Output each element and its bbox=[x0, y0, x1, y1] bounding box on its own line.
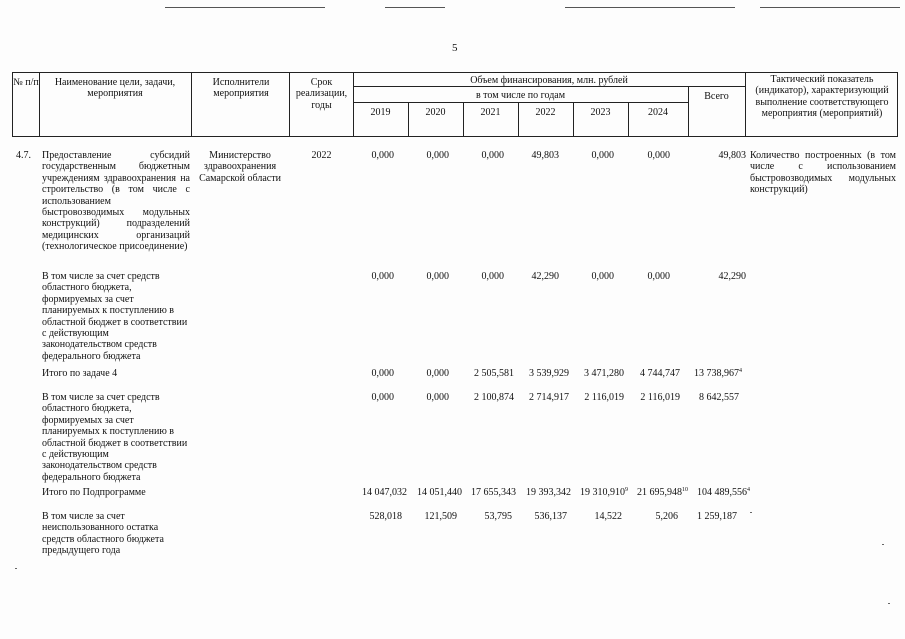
value-total: 8 642,557 bbox=[699, 392, 739, 403]
row-number: 4.7. bbox=[16, 150, 31, 161]
page-number: 5 bbox=[452, 42, 458, 54]
value-2023 bbox=[580, 487, 628, 498]
value-2019: 0,000 bbox=[371, 368, 394, 379]
scan-speck bbox=[882, 544, 884, 545]
col-line bbox=[897, 72, 898, 137]
header-year: 2021 bbox=[480, 107, 501, 118]
header-executors: Исполнители мероприятия bbox=[212, 77, 270, 100]
value-2024: 2 116,019 bbox=[640, 392, 680, 403]
value-total bbox=[694, 368, 742, 379]
value-2024: 0,000 bbox=[647, 271, 670, 282]
value-2019: 528,018 bbox=[369, 511, 402, 522]
header-year: 2023 bbox=[590, 107, 611, 118]
value-total: 1 259,187 bbox=[697, 511, 737, 522]
row-name: Итого по задаче 4 bbox=[42, 368, 118, 379]
header-divider bbox=[353, 102, 688, 103]
col-line bbox=[191, 72, 192, 137]
value-2020: 0,000 bbox=[426, 150, 449, 161]
header-num: № п/п bbox=[13, 77, 39, 88]
scan-speck bbox=[750, 512, 752, 513]
header-year: 2019 bbox=[370, 107, 391, 118]
scan-speck bbox=[888, 603, 890, 604]
row-name: Итого по Подпрограмме bbox=[42, 487, 146, 498]
value-2023: 0,000 bbox=[591, 271, 614, 282]
value-total-text: 104 489,556 bbox=[697, 487, 747, 498]
header-year: 2022 bbox=[535, 107, 556, 118]
value-2021: 53,795 bbox=[484, 511, 512, 522]
col-line bbox=[745, 72, 746, 137]
header-by-year: в том числе по годам bbox=[475, 90, 566, 101]
row-indicator: Количество построенных (в том числе с использованием быстровозводимых модульных конструкций) bbox=[750, 150, 896, 196]
value-2021: 17 655,343 bbox=[471, 487, 516, 498]
header-total: Всего bbox=[704, 91, 729, 102]
value-2019: 0,000 bbox=[371, 150, 394, 161]
value-2023: 2 116,019 bbox=[584, 392, 624, 403]
value-total: 42,290 bbox=[718, 271, 746, 282]
top-edge-line bbox=[385, 7, 445, 8]
value-2021: 0,000 bbox=[481, 150, 504, 161]
value-2022: 2 714,917 bbox=[529, 392, 569, 403]
table-border-top bbox=[12, 72, 898, 73]
header-term: Срок реализации, годы bbox=[295, 77, 348, 111]
row-name: Предоставление субсидий государственным бюджетным учреждениям здравоохранения на строительство (в том числе с использованием быстровозводимых модульных конструкций) подразделений медицинских организаций (технологическое присоединение) bbox=[42, 150, 190, 253]
top-edge-line bbox=[165, 7, 325, 8]
top-edge-line bbox=[565, 7, 735, 8]
value-2020: 0,000 bbox=[426, 368, 449, 379]
header-year: 2024 bbox=[648, 107, 668, 118]
value-2019: 14 047,032 bbox=[362, 487, 407, 498]
value-2021: 2 100,874 bbox=[474, 392, 514, 403]
top-edge-line bbox=[760, 7, 900, 8]
table-border-header-bottom bbox=[12, 136, 898, 137]
footnote-mark: 10 bbox=[682, 487, 688, 493]
footnote-mark: 4 bbox=[739, 368, 742, 374]
value-2024: 0,000 bbox=[647, 150, 670, 161]
scan-speck bbox=[15, 568, 17, 569]
row-name: В том числе за счет средств областного бюджета, формируемых за счет планируемых к поступлению в областной бюджет в соответствии с действующим законодательством средств федерального бюджета bbox=[42, 392, 188, 483]
value-total bbox=[697, 487, 750, 498]
value-2021: 2 505,581 bbox=[474, 368, 514, 379]
value-2024 bbox=[637, 487, 688, 498]
header-name: Наименование цели, задачи, мероприятия bbox=[54, 77, 176, 100]
header-year: 2020 bbox=[425, 107, 446, 118]
value-2019: 0,000 bbox=[371, 271, 394, 282]
value-2023: 3 471,280 bbox=[584, 368, 624, 379]
row-name: В том числе за счет неиспользованного остатка средств областного бюджета предыдущего года bbox=[42, 511, 164, 557]
value-2022: 42,290 bbox=[531, 271, 559, 282]
value-2023-text: 19 310,910 bbox=[580, 487, 625, 498]
row-name: В том числе за счет средств областного бюджета, формируемых за счет планируемых к поступлению в областной бюджет в соответствии с действующим законодательством средств федерального бюджета bbox=[42, 271, 188, 362]
value-2024: 4 744,747 bbox=[640, 368, 680, 379]
value-2022: 49,803 bbox=[531, 150, 559, 161]
header-indicator: Тактический показатель (индикатор), характеризующий выполнение соответствующего мероприятия (мероприятий) bbox=[755, 74, 889, 120]
value-2024-text: 21 695,948 bbox=[637, 487, 682, 498]
row-executors: Министерство здравоохранения Самарской области bbox=[199, 150, 281, 184]
col-line bbox=[39, 72, 40, 137]
value-2023: 14,522 bbox=[594, 511, 622, 522]
value-2020: 14 051,440 bbox=[417, 487, 462, 498]
row-term: 2022 bbox=[311, 150, 332, 161]
value-total: 49,803 bbox=[718, 150, 746, 161]
value-2022: 536,137 bbox=[534, 511, 567, 522]
value-2021: 0,000 bbox=[481, 271, 504, 282]
footnote-mark: 4 bbox=[747, 487, 750, 493]
value-2020: 121,509 bbox=[424, 511, 457, 522]
value-2020: 0,000 bbox=[426, 271, 449, 282]
value-2019: 0,000 bbox=[371, 392, 394, 403]
header-funding: Объем финансирования, млн. рублей bbox=[470, 75, 628, 86]
value-2022: 3 539,929 bbox=[529, 368, 569, 379]
value-2023: 0,000 bbox=[591, 150, 614, 161]
value-total-text: 13 738,967 bbox=[694, 368, 739, 379]
value-2024: 5,206 bbox=[655, 511, 678, 522]
footnote-mark: 9 bbox=[625, 487, 628, 493]
value-2020: 0,000 bbox=[426, 392, 449, 403]
value-2022: 19 393,342 bbox=[526, 487, 571, 498]
